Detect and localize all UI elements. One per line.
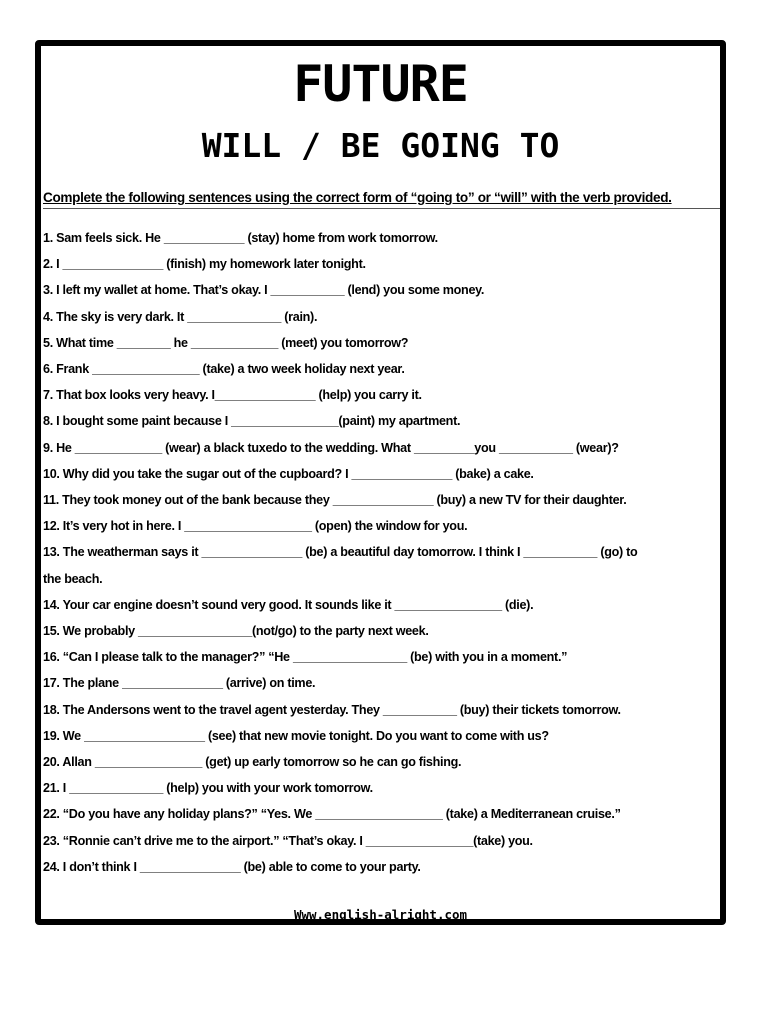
exercise-line: 1. Sam feels sick. He ____________ (stay) home from work tomorrow.: [43, 231, 438, 245]
website-footer: Www.english-alright.com: [293, 907, 468, 922]
exercise-line: 12. It’s very hot in here. I ___________________ (open) the window for you.: [43, 519, 468, 534]
exercise-line: 9. He _____________ (wear) a black tuxedo to the wedding. What _________you ___________ (wear)?: [43, 440, 619, 455]
exercise-line: 6. Frank ________________ (take) a two week holiday next year.: [43, 362, 405, 377]
exercise-line: 15. We probably _________________(not/go) to the party next week.: [43, 624, 429, 639]
exercise-line: 23. “Ronnie can’t drive me to the airport.” “That’s okay. I ________________(take) you.: [43, 833, 533, 848]
page-subtitle: WILL / BE GOING TO: [201, 126, 560, 165]
exercise-line: 2. I _______________ (finish) my homework later tonight.: [43, 257, 366, 272]
exercise-line: 3. I left my wallet at home. That’s okay. I ___________ (lend) you some money.: [43, 283, 485, 298]
exercise-line: 24. I don’t think I _______________ (be) able to come to your party.: [43, 859, 421, 874]
exercise-line: 13. The weatherman says it _______________ (be) a beautiful day tomorrow. I think I ___________ (go) to: [43, 545, 638, 560]
exercise-line: the beach.: [43, 571, 103, 586]
exercise-line: 10. Why did you take the sugar out of the cupboard? I _______________ (bake) a cake.: [43, 466, 534, 481]
exercise-line: 18. The Andersons went to the travel agent yesterday. They ___________ (buy) their tickets tomorrow.: [43, 702, 621, 717]
exercise-line: 21. I ______________ (help) you with your work tomorrow.: [43, 781, 373, 796]
exercise-line: 7. That box looks very heavy. I_______________ (help) you carry it.: [43, 388, 422, 403]
exercise-line: 20. Allan ________________ (get) up early tomorrow so he can go fishing.: [43, 755, 462, 770]
exercise-line: 4. The sky is very dark. It ______________ (rain).: [43, 309, 318, 324]
exercise-list: [43, 225, 723, 880]
exercise-line: 5. What time ________ he _____________ (meet) you tomorrow?: [43, 335, 409, 350]
page-title: FUTURE: [293, 55, 468, 113]
exercise-line: 19. We __________________ (see) that new movie tonight. Do you want to come with us?: [43, 728, 549, 743]
divider: [43, 208, 720, 209]
exercise-line: 14. Your car engine doesn’t sound very good. It sounds like it ________________ (die).: [43, 597, 534, 612]
exercise-line: 17. The plane _______________ (arrive) on time.: [43, 676, 316, 691]
worksheet-frame: [35, 40, 726, 925]
instructions: Complete the following sentences using the correct form of “going to” or “will” with the verb provided.: [43, 190, 672, 205]
exercise-line: 8. I bought some paint because I ________________(paint) my apartment.: [43, 414, 461, 429]
exercise-line: 22. “Do you have any holiday plans?” “Yes. We ___________________ (take) a Mediterranean cruise.”: [43, 807, 621, 822]
exercise-line: 11. They took money out of the bank because they _______________ (buy) a new TV for their daughter.: [43, 493, 627, 508]
exercise-line: 16. “Can I please talk to the manager?” “He _________________ (be) with you in a moment.”: [43, 650, 568, 665]
